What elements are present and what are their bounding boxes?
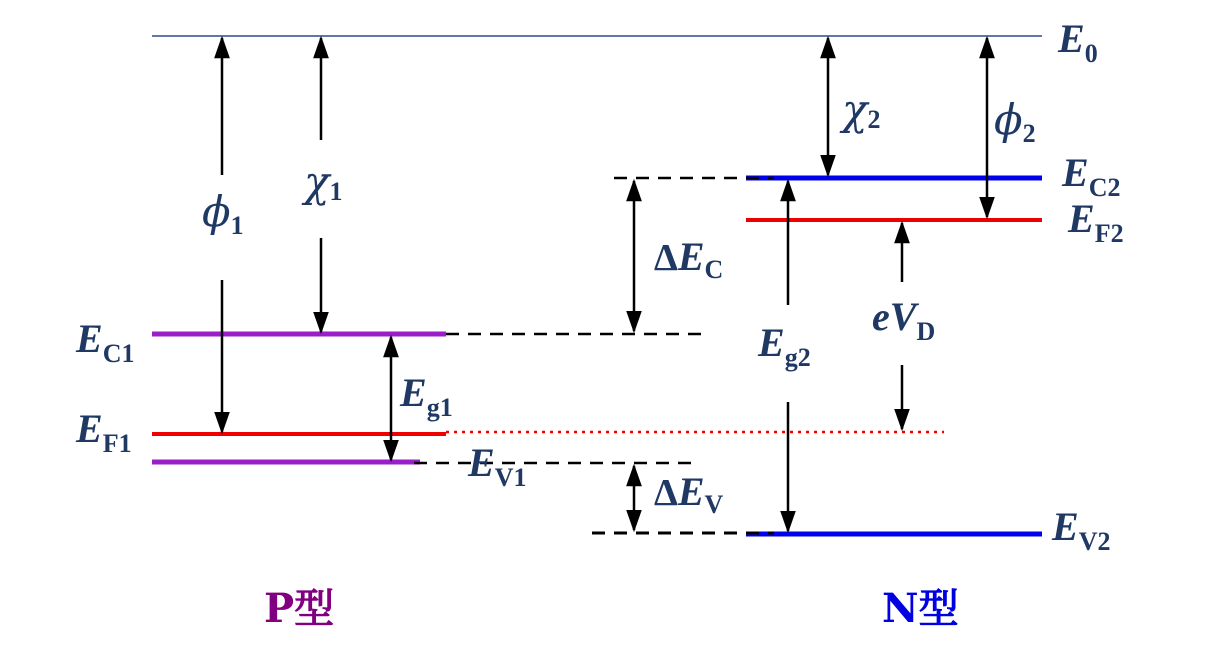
label-phi2: ϕ2 [994, 95, 1036, 148]
p-type-label: P型 [264, 585, 335, 632]
label-ef2: EF2 [1068, 196, 1124, 248]
label-eg2: Eg2 [758, 320, 811, 372]
label-ec1: EC1 [76, 316, 135, 368]
label-ef1: EF1 [76, 406, 132, 458]
label-ec2: EC2 [1062, 150, 1121, 202]
label-eg1: Eg1 [400, 370, 453, 422]
label-chi1: χ1 [304, 157, 343, 206]
label-delta-ec: ΔEC [654, 234, 724, 284]
label-ev2: EV2 [1052, 504, 1111, 556]
n-type-label: N型 [882, 585, 959, 632]
label-chi2: χ2 [842, 85, 881, 134]
label-delta-ev: ΔEV [654, 469, 724, 519]
label-e0: E0 [1058, 16, 1098, 68]
label-phi1: ϕ1 [202, 187, 244, 240]
label-ev1: EV1 [468, 440, 527, 492]
label-evd: eVD [872, 294, 936, 346]
